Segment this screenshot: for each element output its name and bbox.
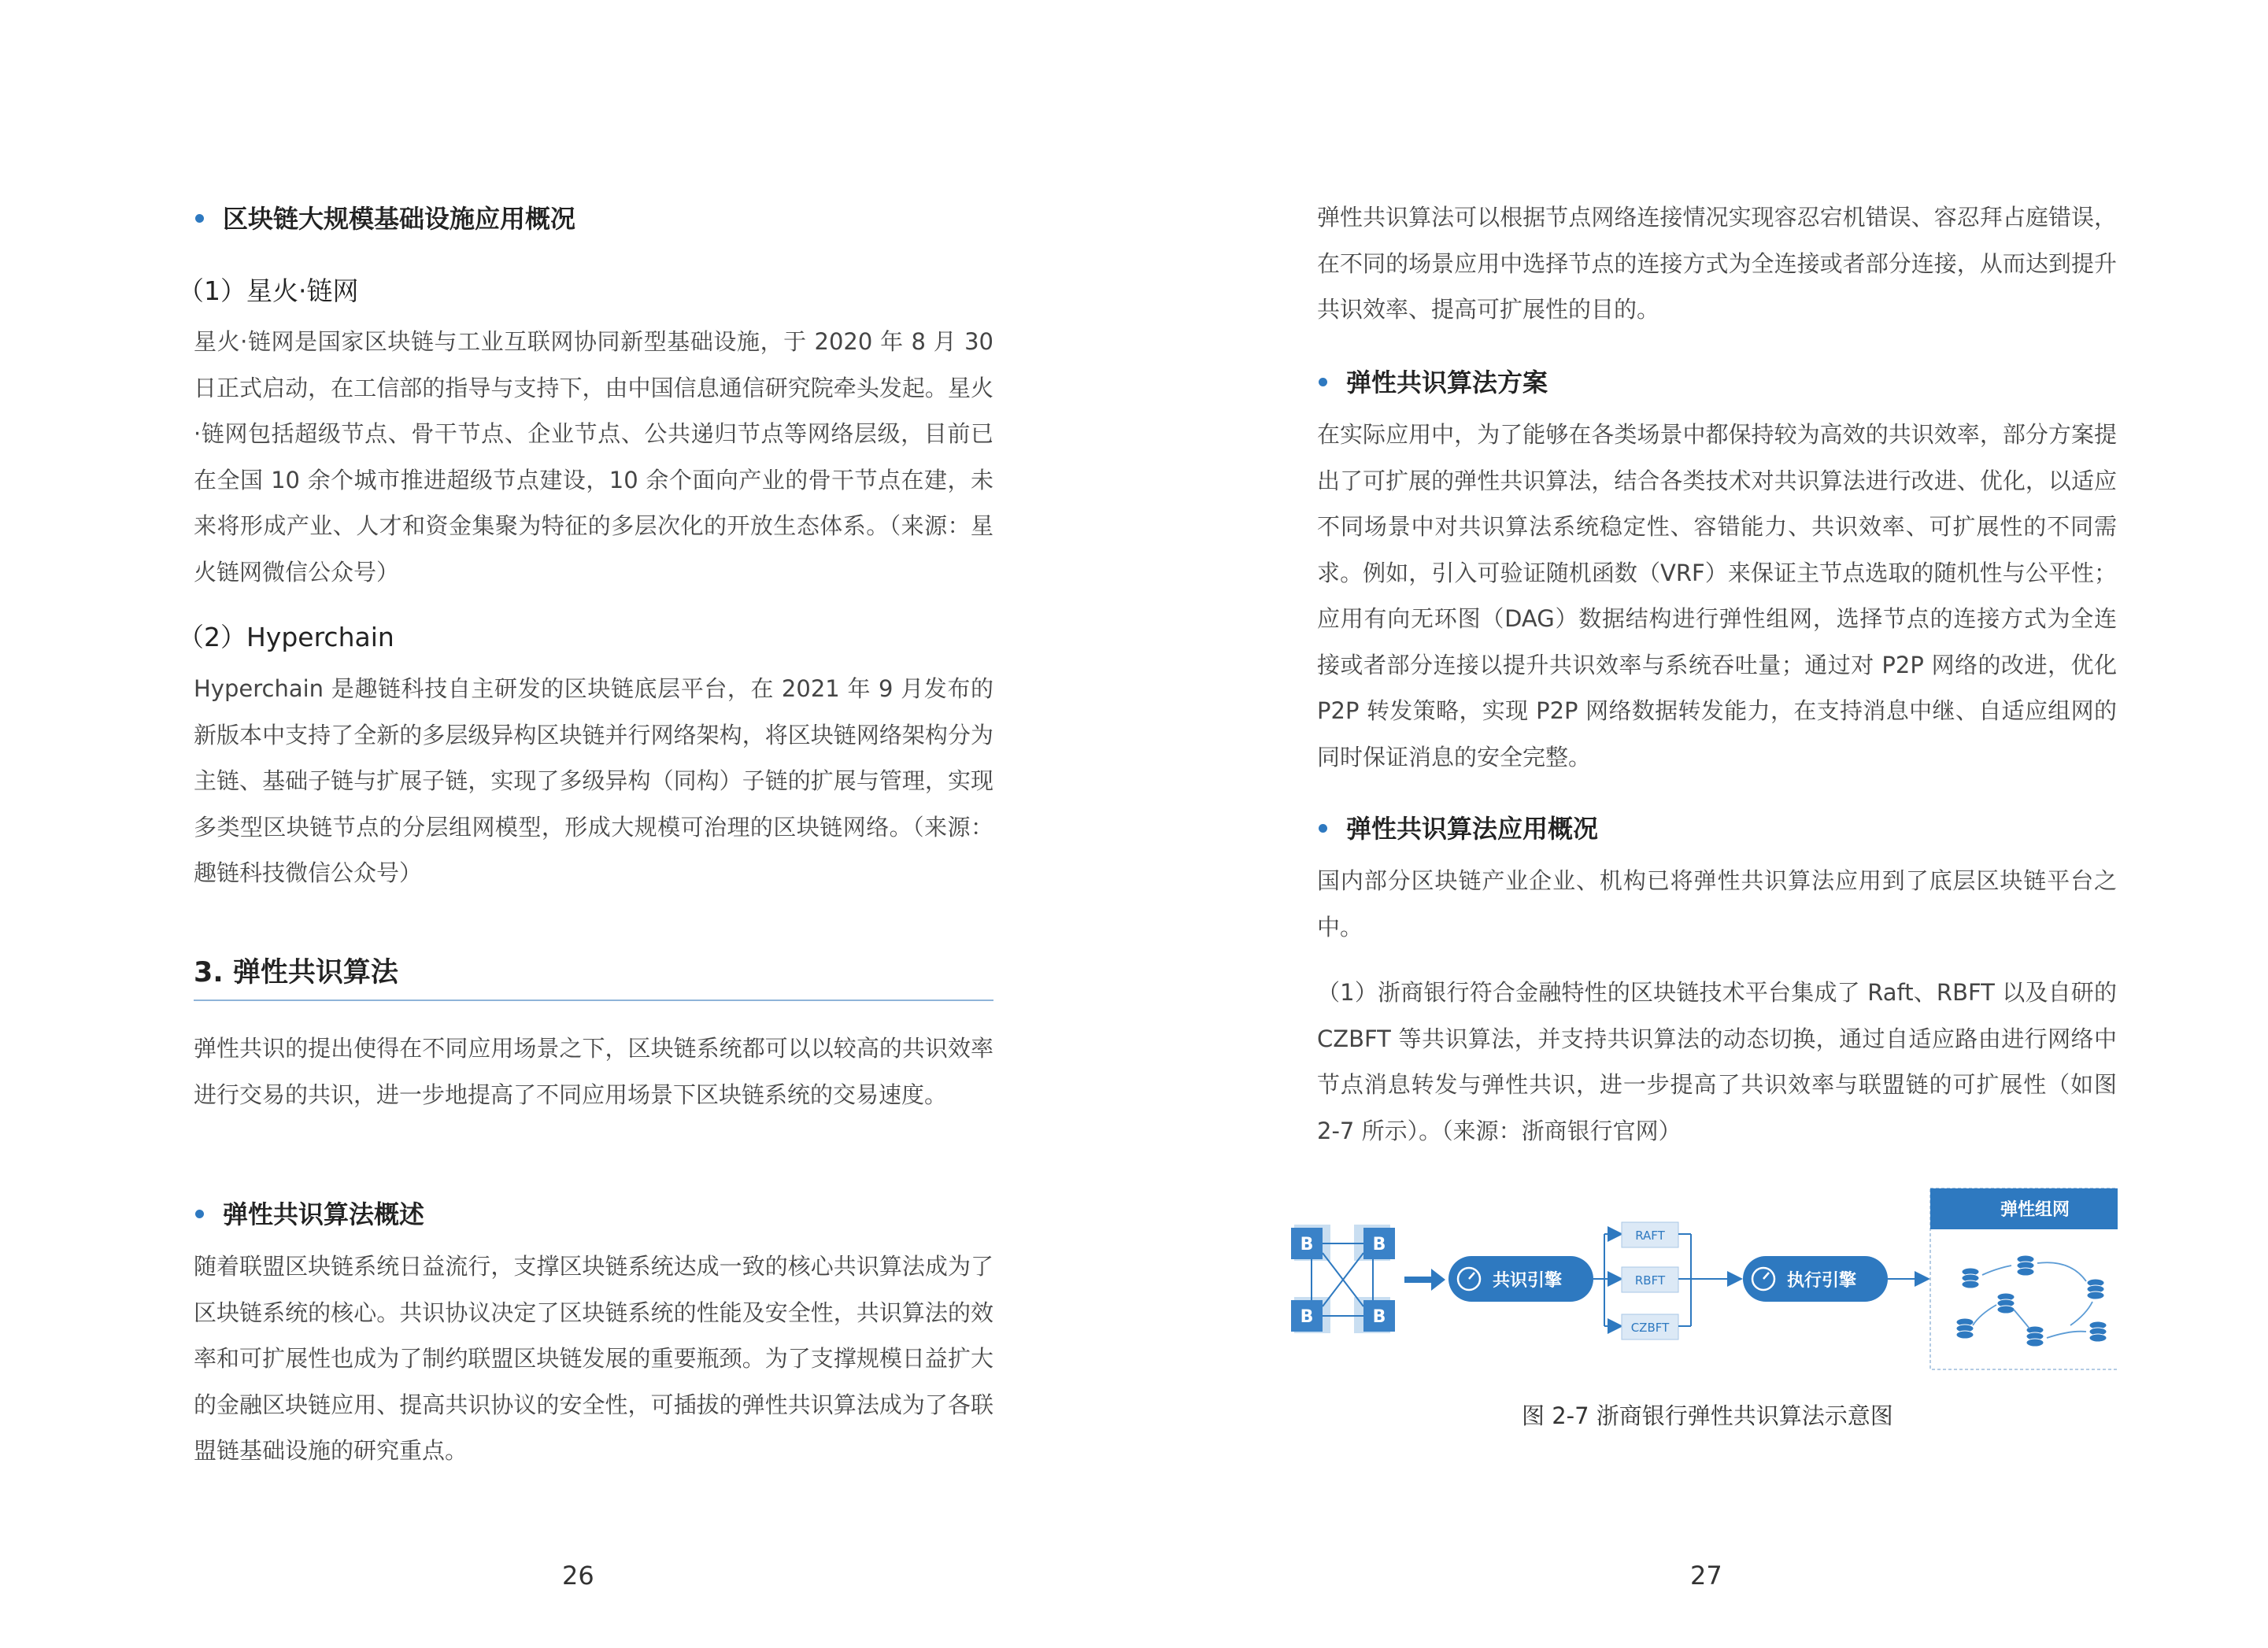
algorithm-box-raft — [1622, 1222, 1678, 1247]
database-icon — [1962, 1268, 1979, 1288]
bullet-dot-icon — [195, 214, 204, 223]
item2-title: （2）Hyperchain — [178, 622, 394, 652]
right-page — [1134, 0, 2268, 1648]
svg-text:B: B — [1372, 1307, 1386, 1327]
item2-paragraph: Hyperchain 是趣链科技自主研发的区块链底层平台，在 2021 年 9 月发布的新版本中支持了全新的多层级异构区块链并行网络架构，将区块链网络架构分为主链、基础子链与扩展子链，实现了多级异构（同构）子链的扩展与管理，实现多类型区块链节点的分层组网模型，形成大规模可治理的区块链网络。（来源：趣链科技微信公众号） — [194, 675, 993, 886]
elastic-network — [1930, 1188, 2118, 1369]
svg-text:B: B — [1372, 1235, 1386, 1254]
block-node — [1363, 1228, 1395, 1259]
application-paragraph: 国内部分区块链产业企业、机构已将弹性共识算法应用到了底层区块链平台之中。 — [1317, 867, 2117, 940]
node-mesh — [1291, 1225, 1395, 1333]
algorithm-box-rbft — [1622, 1267, 1678, 1292]
heading-overview: 弹性共识算法概述 — [195, 1199, 424, 1230]
flow-arrow-icon — [1404, 1269, 1445, 1291]
svg-text:B: B — [1300, 1307, 1314, 1327]
section-title: 3. 弹性共识算法 — [194, 957, 398, 988]
database-icon — [1997, 1293, 2015, 1314]
section-intro-paragraph: 弹性共识的提出使得在不同应用场景之下，区块链系统都可以以较高的共识效率进行交易的共识，进一步地提高了不同应用场景下区块链系统的交易速度。 — [194, 1035, 993, 1108]
database-icon — [2026, 1326, 2044, 1347]
database-icon — [2017, 1255, 2034, 1276]
svg-text:执行引擎: 执行引擎 — [1786, 1271, 1857, 1291]
scheme-paragraph: 在实际应用中，为了能够在各类场景中都保持较为高效的共识效率，部分方案提出了可扩展的弹性共识算法，结合各类技术对共识算法进行改进、优化，以适应不同场景中对共识算法系统稳定性、容错能力、共识效率、可扩展性的不同需求。例如，引入可验证随机函数（VRF）来保证主节点选取的随机性与公平性；应用有向无环图（DAG）数据结构进行弹性组网，选择节点的连接方式为全连接或者部分连接以提升共识效率与系统吞吐量；通过对 P2P 网络的改进，优化 P2P 转发策略，实现 P2P 网络数据转发能力，在支持消息中继、自适应组网的同时保证消息的安全完整。 — [1317, 421, 2117, 770]
heading-application: 弹性共识算法应用概况 — [1319, 813, 1598, 844]
bullet-dot-icon — [1319, 824, 1327, 833]
svg-text:RAFT: RAFT — [1635, 1229, 1665, 1243]
block-node — [1291, 1300, 1323, 1332]
heading-scheme: 弹性共识算法方案 — [1319, 367, 1548, 398]
execution-engine — [1743, 1256, 1888, 1302]
bullet-dot-icon — [1319, 378, 1327, 386]
consensus-engine — [1448, 1256, 1593, 1302]
consensus-diagram — [1291, 1181, 2118, 1377]
bullet-dot-icon — [195, 1210, 204, 1218]
block-node — [1291, 1228, 1323, 1259]
heading-infrastructure: 区块链大规模基础设施应用概况 — [195, 203, 575, 235]
database-icon — [2087, 1279, 2104, 1299]
case-paragraph: （1）浙商银行符合金融特性的区块链技术平台集成了 Raft、RBFT 以及自研的 CZBFT 等共识算法，并支持共识算法的动态切换，通过自适应路由进行网络中节点消息转发与弹性共识，进一步提高了共识效率与联盟链的可扩展性（如图 2-7 所示）。（来源：浙商银行官网） — [1317, 979, 2117, 1144]
svg-text:B: B — [1300, 1235, 1314, 1254]
overview-paragraph: 随着联盟区块链系统日益流行，支撑区块链系统达成一致的核心共识算法成为了区块链系统的核心。共识协议决定了区块链系统的性能及安全性，共识算法的效率和可扩展性也成为了制约联盟区块链发展的重要瓶颈。为了支撑规模日益扩大的金融区块链应用、提高共识协议的安全性，可插拔的弹性共识算法成为了各联盟链基础设施的研究重点。 — [194, 1253, 993, 1464]
item1-title: （1）星火·链网 — [178, 275, 359, 306]
figure-caption: 图 2-7 浙商银行弹性共识算法示意图 — [1522, 1402, 1893, 1429]
item1-paragraph: 星火·链网是国家区块链与工业互联网协同新型基础设施，于 2020 年 8 月 30 日正式启动，在工信部的指导与支持下，由中国信息通信研究院牵头发起。星火·链网包括超级节点、骨干节点、企业节点、公共递归节点等网络层级，目前已在全国 10 余个城市推进超级节点建设，10 余个面向产业的骨干节点在建，未来将形成产业、人才和资金集聚为特征的多层次化的开放生态体系。（来源：星火链网微信公众号） — [194, 328, 993, 586]
page-number-left: 26 — [562, 1561, 594, 1591]
svg-text:RBFT: RBFT — [1634, 1273, 1666, 1288]
database-icon — [2089, 1321, 2107, 1342]
algorithm-box-czbft — [1622, 1314, 1678, 1339]
svg-text:CZBFT: CZBFT — [1630, 1321, 1670, 1335]
intro-paragraph: 弹性共识算法可以根据节点网络连接情况实现容忍宕机错误、容忍拜占庭错误，在不同的场景应用中选择节点的连接方式为全连接或者部分连接，从而达到提升共识效率、提高可扩展性的目的。 — [1317, 204, 2117, 323]
database-icon — [1956, 1318, 1974, 1339]
svg-text:弹性组网: 弹性组网 — [2000, 1200, 2070, 1220]
svg-text:共识引擎: 共识引擎 — [1492, 1271, 1563, 1291]
page-number-right: 27 — [1690, 1561, 1722, 1591]
section-divider — [194, 1000, 993, 1001]
block-node — [1363, 1300, 1395, 1332]
